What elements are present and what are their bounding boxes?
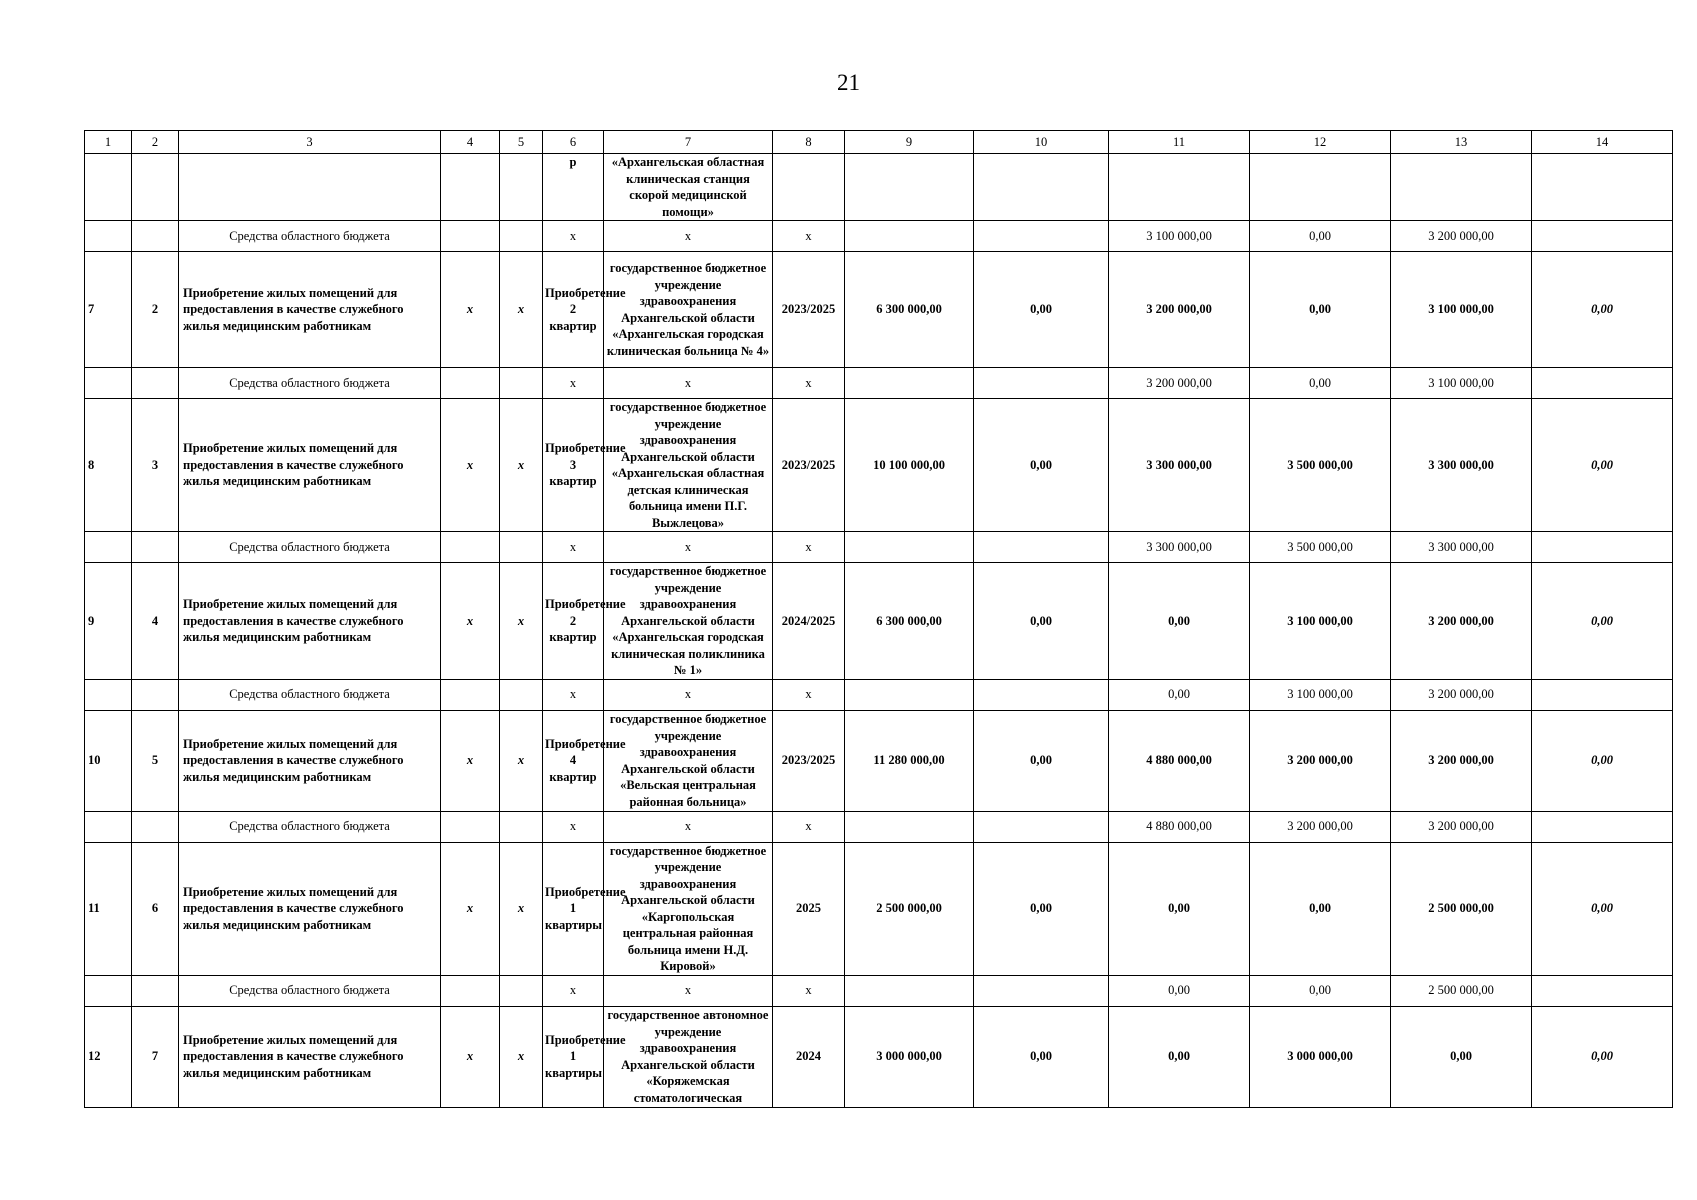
continuation-row xyxy=(85,154,1673,221)
table-cell: х xyxy=(773,221,845,252)
table-cell xyxy=(85,154,132,221)
table-cell: Средства областного бюджета xyxy=(179,975,441,1006)
table-cell: 3 100 000,00 xyxy=(1391,368,1532,399)
table-cell: 0,00 xyxy=(1391,1006,1532,1107)
table-cell xyxy=(500,221,543,252)
table-cell: 0,00 xyxy=(1109,563,1250,680)
table-cell: 3 300 000,00 xyxy=(1391,532,1532,563)
table-cell xyxy=(500,368,543,399)
table-cell: 0,00 xyxy=(1532,563,1673,680)
table-row-source xyxy=(85,811,1673,842)
table-cell: 2023/2025 xyxy=(773,399,845,532)
table-cell xyxy=(1532,221,1673,252)
table-cell: 0,00 xyxy=(974,1006,1109,1107)
table-cell: х xyxy=(604,811,773,842)
table-cell: х xyxy=(604,975,773,1006)
table-cell xyxy=(845,811,974,842)
table-cell xyxy=(132,154,179,221)
table-cell: государственное автономное учреждение здравоохранения Архангельской области «Коряжемская стоматологическая xyxy=(604,1006,773,1107)
table-cell xyxy=(85,532,132,563)
header-row xyxy=(85,131,1673,154)
table-cell: 0,00 xyxy=(1250,221,1391,252)
table-cell xyxy=(1532,679,1673,710)
table-cell: 3 200 000,00 xyxy=(1109,368,1250,399)
table-cell: 0,00 xyxy=(1532,252,1673,368)
table-cell: 3 100 000,00 xyxy=(1109,221,1250,252)
table-cell: Приобретение 2 квартир xyxy=(543,252,604,368)
table-cell: х xyxy=(441,1006,500,1107)
table-cell: 2023/2025 xyxy=(773,710,845,811)
table-cell: 12 xyxy=(85,1006,132,1107)
table-row-item xyxy=(85,1006,1673,1107)
table-cell: х xyxy=(773,368,845,399)
table-cell xyxy=(441,811,500,842)
table-cell: х xyxy=(441,563,500,680)
table-cell: 4 880 000,00 xyxy=(1109,811,1250,842)
table-cell: государственное бюджетное учреждение здравоохранения Архангельской области «Вельская центральная районная больница» xyxy=(604,710,773,811)
table-cell: х xyxy=(543,221,604,252)
table-cell: государственное бюджетное учреждение здравоохранения Архангельской области «Архангельская городская клиническая больница № 4» xyxy=(604,252,773,368)
table-cell: Средства областного бюджета xyxy=(179,679,441,710)
table-cell: 7 xyxy=(132,1006,179,1107)
table-cell: 3 200 000,00 xyxy=(1250,811,1391,842)
table-cell: 3 200 000,00 xyxy=(1391,710,1532,811)
table-cell xyxy=(845,221,974,252)
table-row-item xyxy=(85,710,1673,811)
table-cell: 0,00 xyxy=(1532,842,1673,975)
table-cell: 3 500 000,00 xyxy=(1250,532,1391,563)
table-row-source xyxy=(85,679,1673,710)
table-cell: х xyxy=(604,221,773,252)
table-cell xyxy=(500,975,543,1006)
table-cell: х xyxy=(604,368,773,399)
column-header: 9 xyxy=(845,131,974,154)
table-cell xyxy=(1532,154,1673,221)
table-cell: 2 xyxy=(132,252,179,368)
table-cell xyxy=(132,532,179,563)
table-row-item xyxy=(85,252,1673,368)
table-cell: 3 000 000,00 xyxy=(845,1006,974,1107)
table-row-source xyxy=(85,532,1673,563)
table-cell: государственное бюджетное учреждение здравоохранения Архангельской области «Архангельская городская клиническая поликлиника № 1» xyxy=(604,563,773,680)
table-cell: 0,00 xyxy=(1250,252,1391,368)
table-cell xyxy=(132,679,179,710)
table-cell xyxy=(500,811,543,842)
table-cell xyxy=(441,154,500,221)
table-cell: Средства областного бюджета xyxy=(179,532,441,563)
table-cell xyxy=(974,975,1109,1006)
table-cell: Средства областного бюджета xyxy=(179,368,441,399)
table-cell xyxy=(1532,811,1673,842)
column-header: 3 xyxy=(179,131,441,154)
table-cell: х xyxy=(441,252,500,368)
table-cell xyxy=(85,975,132,1006)
table-cell: х xyxy=(773,532,845,563)
table-cell: 0,00 xyxy=(974,563,1109,680)
column-header: 8 xyxy=(773,131,845,154)
table-cell: 0,00 xyxy=(1250,368,1391,399)
table-cell xyxy=(500,532,543,563)
table-cell: 2023/2025 xyxy=(773,252,845,368)
table-cell: х xyxy=(773,811,845,842)
table-body xyxy=(85,131,1673,1108)
table-cell: 3 100 000,00 xyxy=(1250,679,1391,710)
table-cell: Средства областного бюджета xyxy=(179,221,441,252)
table-row-source xyxy=(85,221,1673,252)
table-cell: 3 200 000,00 xyxy=(1391,221,1532,252)
table-row-item xyxy=(85,563,1673,680)
table-cell: 3 200 000,00 xyxy=(1391,563,1532,680)
table-cell xyxy=(441,221,500,252)
table-cell: х xyxy=(441,710,500,811)
table-cell xyxy=(132,221,179,252)
column-header: 1 xyxy=(85,131,132,154)
table-cell: 2 500 000,00 xyxy=(1391,975,1532,1006)
table-row-source xyxy=(85,975,1673,1006)
table-cell: 0,00 xyxy=(1109,679,1250,710)
table-cell: х xyxy=(604,679,773,710)
table-cell: 0,00 xyxy=(1250,975,1391,1006)
table-cell: 3 300 000,00 xyxy=(1109,399,1250,532)
table-cell xyxy=(845,368,974,399)
table-cell: х xyxy=(773,679,845,710)
table-cell xyxy=(1250,154,1391,221)
table-cell xyxy=(974,532,1109,563)
column-header: 13 xyxy=(1391,131,1532,154)
table-cell: х xyxy=(500,842,543,975)
table-cell: х xyxy=(543,532,604,563)
table-cell: Приобретение жилых помещений для предоставления в качестве служебного жилья медицинским работникам xyxy=(179,563,441,680)
table-cell: х xyxy=(441,399,500,532)
table-cell xyxy=(1532,975,1673,1006)
table-cell xyxy=(441,368,500,399)
table-cell: 0,00 xyxy=(1532,710,1673,811)
table-cell: 4 880 000,00 xyxy=(1109,710,1250,811)
table-cell: 6 xyxy=(132,842,179,975)
table-cell: 10 xyxy=(85,710,132,811)
table-cell: Приобретение 4 квартир xyxy=(543,710,604,811)
table-cell xyxy=(441,975,500,1006)
table-cell: 0,00 xyxy=(1109,1006,1250,1107)
table-cell: государственное бюджетное учреждение здравоохранения Архангельской области «Архангельская областная детская клиническая больница имени П.Г. Выжлецова» xyxy=(604,399,773,532)
table-cell xyxy=(500,154,543,221)
table-cell xyxy=(85,679,132,710)
table-cell: х xyxy=(500,399,543,532)
table-cell: х xyxy=(500,563,543,680)
table-cell: 11 280 000,00 xyxy=(845,710,974,811)
table-cell: х xyxy=(543,368,604,399)
table-cell: 2 500 000,00 xyxy=(1391,842,1532,975)
table-cell: р xyxy=(543,154,604,221)
table-cell: 6 300 000,00 xyxy=(845,563,974,680)
table-cell: х xyxy=(500,710,543,811)
table-cell: 3 100 000,00 xyxy=(1391,252,1532,368)
table-cell xyxy=(1109,154,1250,221)
table-cell: Приобретение 1 квартиры xyxy=(543,1006,604,1107)
table-cell: 0,00 xyxy=(974,399,1109,532)
table-cell: 11 xyxy=(85,842,132,975)
column-header: 7 xyxy=(604,131,773,154)
table-cell: 2024 xyxy=(773,1006,845,1107)
table-cell: х xyxy=(604,532,773,563)
table-row-source xyxy=(85,368,1673,399)
table-cell xyxy=(500,679,543,710)
table-cell: 4 xyxy=(132,563,179,680)
table-cell xyxy=(85,368,132,399)
table-cell: 0,00 xyxy=(974,710,1109,811)
table-cell: 0,00 xyxy=(1109,975,1250,1006)
table-cell: х xyxy=(773,975,845,1006)
table-cell: Приобретение жилых помещений для предоставления в качестве служебного жилья медицинским работникам xyxy=(179,399,441,532)
table-cell xyxy=(441,532,500,563)
table-cell: 3 xyxy=(132,399,179,532)
table-cell: 3 100 000,00 xyxy=(1250,563,1391,680)
table-cell: Средства областного бюджета xyxy=(179,811,441,842)
table-cell: 0,00 xyxy=(1109,842,1250,975)
table-cell: 0,00 xyxy=(974,252,1109,368)
table-cell: Приобретение жилых помещений для предоставления в качестве служебного жилья медицинским работникам xyxy=(179,1006,441,1107)
table-cell xyxy=(974,154,1109,221)
table-cell xyxy=(974,368,1109,399)
table-row-item xyxy=(85,842,1673,975)
column-header: 14 xyxy=(1532,131,1673,154)
column-header: 6 xyxy=(543,131,604,154)
table-cell xyxy=(85,811,132,842)
column-header: 4 xyxy=(441,131,500,154)
column-header: 12 xyxy=(1250,131,1391,154)
table-cell: 9 xyxy=(85,563,132,680)
table-cell xyxy=(132,975,179,1006)
table-cell: 3 300 000,00 xyxy=(1391,399,1532,532)
table-cell: 6 300 000,00 xyxy=(845,252,974,368)
table-cell xyxy=(974,679,1109,710)
table-cell: х xyxy=(500,1006,543,1107)
table-cell xyxy=(974,811,1109,842)
table-cell xyxy=(1391,154,1532,221)
table-cell: х xyxy=(543,811,604,842)
table-cell xyxy=(132,811,179,842)
table-cell: 3 200 000,00 xyxy=(1391,811,1532,842)
table-cell: Приобретение 2 квартир xyxy=(543,563,604,680)
table-cell: Приобретение жилых помещений для предоставления в качестве служебного жилья медицинским работникам xyxy=(179,710,441,811)
table-cell xyxy=(845,154,974,221)
table-cell: 2024/2025 xyxy=(773,563,845,680)
program-table xyxy=(84,130,1673,1108)
table-cell: х xyxy=(543,679,604,710)
table-cell xyxy=(179,154,441,221)
column-header: 11 xyxy=(1109,131,1250,154)
table-cell: 3 200 000,00 xyxy=(1250,710,1391,811)
table-cell xyxy=(845,975,974,1006)
column-header: 2 xyxy=(132,131,179,154)
table-cell: «Архангельская областная клиническая станция скорой медицинской помощи» xyxy=(604,154,773,221)
table-cell: Приобретение 1 квартиры xyxy=(543,842,604,975)
table-cell xyxy=(773,154,845,221)
table-cell xyxy=(845,679,974,710)
table-cell: 3 000 000,00 xyxy=(1250,1006,1391,1107)
table-cell: 3 200 000,00 xyxy=(1391,679,1532,710)
table-cell: 2 500 000,00 xyxy=(845,842,974,975)
table-cell: 10 100 000,00 xyxy=(845,399,974,532)
table-cell: государственное бюджетное учреждение здравоохранения Архангельской области «Каргопольская центральная районная больница имени Н.Д. Кировой» xyxy=(604,842,773,975)
table-cell xyxy=(1532,532,1673,563)
table-cell: 0,00 xyxy=(1532,1006,1673,1107)
table-cell: 8 xyxy=(85,399,132,532)
table-cell: Приобретение жилых помещений для предоставления в качестве служебного жилья медицинским работникам xyxy=(179,252,441,368)
table-cell: 7 xyxy=(85,252,132,368)
table-cell: Приобретение 3 квартир xyxy=(543,399,604,532)
table-row-item xyxy=(85,399,1673,532)
table-cell: 3 200 000,00 xyxy=(1109,252,1250,368)
table-cell: х xyxy=(441,842,500,975)
table-cell: 0,00 xyxy=(1532,399,1673,532)
table-cell xyxy=(132,368,179,399)
table-cell xyxy=(1532,368,1673,399)
table-cell: 3 300 000,00 xyxy=(1109,532,1250,563)
table-cell: Приобретение жилых помещений для предоставления в качестве служебного жилья медицинским работникам xyxy=(179,842,441,975)
column-header: 10 xyxy=(974,131,1109,154)
column-header: 5 xyxy=(500,131,543,154)
table-cell xyxy=(974,221,1109,252)
table-cell: 0,00 xyxy=(1250,842,1391,975)
page-number: 21 xyxy=(837,70,860,95)
table-cell: 2025 xyxy=(773,842,845,975)
table-cell: 3 500 000,00 xyxy=(1250,399,1391,532)
table-cell xyxy=(441,679,500,710)
table-cell: 0,00 xyxy=(974,842,1109,975)
table-cell: х xyxy=(500,252,543,368)
table-cell xyxy=(85,221,132,252)
table-cell: 5 xyxy=(132,710,179,811)
table-cell: х xyxy=(543,975,604,1006)
table-cell xyxy=(845,532,974,563)
